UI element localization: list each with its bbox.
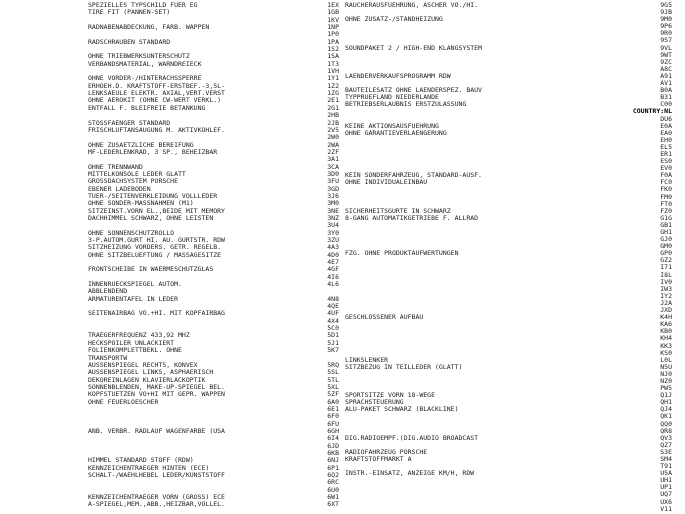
option-description: TUER-/SEITENVERKLEIDUNG VOLLLEDER bbox=[88, 191, 218, 200]
option-row bbox=[345, 470, 672, 477]
option-code: KA6 bbox=[660, 320, 672, 329]
option-row bbox=[345, 406, 672, 413]
option-description: AUSSENSPIEGEL RECHTS, KONVEX bbox=[88, 360, 198, 369]
option-description: BETRIEBSERLAUBNIS ERSTZULASSUNG bbox=[345, 100, 467, 109]
option-description: FOLIENKOMPLETTBEKL. OHNE bbox=[88, 346, 182, 355]
option-row bbox=[345, 179, 672, 186]
option-description: TYPPRUEFLAND NIEDERLANDE bbox=[345, 93, 439, 102]
option-description: SITZBEZUG IN TEILLEDER (GLATT) bbox=[345, 362, 463, 371]
option-code: 6KB bbox=[327, 448, 339, 457]
option-code: 4A3 bbox=[327, 243, 339, 252]
option-code: GB1 bbox=[660, 220, 672, 229]
option-description: OHNE ZUSAETZLICHE BEREIFUNG bbox=[88, 140, 194, 149]
option-code: 4I6 bbox=[327, 272, 339, 281]
option-code: 3D0 bbox=[327, 169, 339, 178]
option-row bbox=[345, 371, 672, 378]
option-code: ES0 bbox=[660, 157, 672, 166]
option-code: 6XT bbox=[327, 500, 339, 509]
option-code: E0A bbox=[660, 121, 672, 130]
option-description: RADIOFAHRZEUG PORSCHE bbox=[345, 447, 428, 456]
option-code: 9ZC bbox=[660, 57, 672, 66]
option-row bbox=[345, 506, 672, 513]
option-row bbox=[345, 328, 672, 335]
option-description: OHNE SONNENSCHUTZROLLO bbox=[88, 228, 175, 237]
option-code: 1T3 bbox=[327, 59, 339, 68]
option-description: DIG.RADIOEMPF.(DIG.AUDIO BROADCAST bbox=[345, 433, 479, 442]
option-code: FZ0 bbox=[660, 206, 672, 215]
option-row bbox=[345, 2, 672, 9]
option-code: 6P1 bbox=[327, 463, 339, 472]
option-code: 1SA bbox=[327, 52, 339, 61]
option-code: C00 bbox=[660, 100, 672, 109]
option-description: OHNE TRIEBWERKSUNTERSCHUTZ bbox=[88, 52, 190, 61]
option-row bbox=[345, 435, 672, 442]
option-code: U5A bbox=[660, 469, 672, 478]
option-row bbox=[345, 279, 672, 286]
option-code: 1VH bbox=[327, 67, 339, 76]
option-code: FK0 bbox=[660, 185, 672, 194]
option-row bbox=[88, 61, 339, 68]
option-row bbox=[88, 413, 339, 420]
option-code: 4D0 bbox=[327, 250, 339, 259]
option-code: EL5 bbox=[660, 142, 672, 151]
option-code: 5J1 bbox=[327, 338, 339, 347]
option-description: LINKSLENKER bbox=[345, 355, 389, 364]
option-code: 9P6 bbox=[660, 22, 672, 31]
option-code: 1S2 bbox=[327, 45, 339, 54]
option-row bbox=[88, 24, 339, 31]
option-code: KB0 bbox=[660, 327, 672, 336]
option-row bbox=[345, 250, 672, 257]
option-code: 2JB bbox=[327, 118, 339, 127]
option-description: SITZHEIZUNG VORDERS. GETR. REGELB. bbox=[88, 243, 222, 252]
option-code: 3Y0 bbox=[327, 228, 339, 237]
option-description: KEIN SONDERFAHRZEUG, STANDARD-AUSF. bbox=[345, 171, 482, 180]
option-code: KK3 bbox=[660, 341, 672, 350]
option-code: 9WT bbox=[660, 50, 672, 59]
option-row bbox=[88, 428, 339, 435]
option-row bbox=[345, 52, 672, 59]
option-description: SONNENBLENDEN, MAKE-UP-SPIEGEL BEL. bbox=[88, 382, 225, 391]
option-code: 3U4 bbox=[327, 221, 339, 230]
option-code: J2A bbox=[660, 298, 672, 307]
option-code: 3CA bbox=[327, 162, 339, 171]
option-code: 6E1 bbox=[327, 404, 339, 413]
option-row bbox=[88, 443, 339, 450]
option-row bbox=[345, 108, 672, 115]
option-description: LENKSAEULE ELEKTR. AXIAL,VERT.VERST bbox=[88, 89, 225, 98]
option-code: GJ0 bbox=[660, 235, 672, 244]
option-row bbox=[345, 343, 672, 350]
option-description: TRANSPORTW bbox=[88, 353, 128, 362]
option-code: L0L bbox=[660, 355, 672, 364]
option-code: QR8 bbox=[660, 426, 672, 435]
option-code: PW5 bbox=[660, 384, 672, 393]
option-row bbox=[88, 215, 339, 222]
option-code: QZ7 bbox=[660, 440, 672, 449]
option-description: BAUTEILESATZ OHNE LAENDERSPEZ. BAUV bbox=[345, 86, 482, 95]
option-description: DACHHIMMEL SCHWARZ, OHNE LEISTEN bbox=[88, 213, 214, 222]
option-row bbox=[345, 59, 672, 66]
option-description: SPRACHSTEUERUNG bbox=[345, 398, 404, 407]
option-description: OHNE SONDER-MASSNAHMEN (M1) bbox=[88, 199, 194, 208]
option-code: 6I4 bbox=[327, 434, 339, 443]
option-description: A-SPIEGEL,MEM.,ABB.,HEIZBAR,VOLLEL. bbox=[88, 500, 225, 509]
option-description: OHNE FEUERLOESCHER bbox=[88, 397, 159, 406]
option-code: IY2 bbox=[660, 291, 672, 300]
option-code: NZ0 bbox=[660, 376, 672, 385]
option-row bbox=[345, 293, 672, 300]
option-code: 4L6 bbox=[327, 280, 339, 289]
option-row bbox=[345, 222, 672, 229]
option-row bbox=[345, 186, 672, 193]
option-code: GP0 bbox=[660, 249, 672, 258]
option-row bbox=[345, 16, 672, 23]
option-row bbox=[345, 321, 672, 328]
option-code: EH0 bbox=[660, 135, 672, 144]
option-description: TIRE FIT (PANNEN-SET) bbox=[88, 8, 171, 17]
option-code: 2G1 bbox=[327, 103, 339, 112]
option-row bbox=[345, 236, 672, 243]
option-description: KRAFTSTOFFMARKT A bbox=[345, 455, 412, 463]
option-code: QH1 bbox=[660, 398, 672, 407]
option-code: K4H bbox=[660, 313, 672, 322]
option-row bbox=[345, 45, 672, 52]
option-row bbox=[345, 30, 672, 37]
option-code: GM0 bbox=[660, 242, 672, 251]
option-description: SOUNDPAKET 2 / HIGH-END KLANGSYSTEM bbox=[345, 43, 482, 52]
option-row bbox=[345, 229, 672, 236]
option-code: 3ZU bbox=[327, 236, 339, 244]
option-row bbox=[345, 158, 672, 165]
option-row bbox=[345, 350, 672, 357]
option-code: IV0 bbox=[660, 277, 672, 286]
option-row bbox=[88, 479, 339, 486]
option-code: 9VL bbox=[660, 43, 672, 52]
option-code: 9R0 bbox=[660, 29, 672, 38]
option-description: OHNE GARANTIEVERLAENGERUNG bbox=[345, 128, 447, 137]
option-code: 6JD bbox=[327, 441, 339, 450]
option-row bbox=[345, 73, 672, 80]
option-code: 3FU bbox=[327, 177, 339, 186]
option-code: QV3 bbox=[660, 433, 672, 442]
option-code: DU6 bbox=[660, 114, 672, 123]
option-row bbox=[88, 501, 339, 508]
equipment-code-column-left bbox=[88, 2, 339, 509]
option-row bbox=[345, 378, 672, 385]
option-code: 3J6 bbox=[327, 191, 339, 200]
option-code: QK1 bbox=[660, 412, 672, 421]
option-description: GROSSDACHSYSTEM PORSCHE bbox=[88, 177, 179, 186]
option-row bbox=[345, 194, 672, 201]
option-code: 2W0 bbox=[327, 133, 339, 142]
option-description: OHNE AEROKIT (OHNE CW-WERT VERKL.) bbox=[88, 96, 222, 105]
option-code: 5TL bbox=[327, 375, 339, 384]
option-row bbox=[88, 105, 339, 112]
option-row bbox=[345, 421, 672, 428]
option-code: 4X4 bbox=[327, 316, 339, 325]
option-row bbox=[345, 257, 672, 264]
option-code: QQ0 bbox=[660, 419, 672, 428]
option-code: 3M0 bbox=[327, 199, 339, 208]
option-code: FC0 bbox=[660, 178, 672, 187]
option-row bbox=[345, 23, 672, 30]
option-code: JXD bbox=[660, 306, 672, 315]
equipment-code-column-right bbox=[345, 2, 672, 513]
option-description: RAUCHERAUSFUEHRUNG, ASCHER VO./HI. bbox=[345, 1, 479, 9]
option-code: 3GD bbox=[327, 184, 339, 193]
option-code: 2WA bbox=[327, 140, 339, 149]
option-description: SCHALT-/WAEHLHEBEL LEDER/KUNSTSTOFF bbox=[88, 471, 225, 479]
option-row bbox=[88, 310, 339, 317]
option-code: 5SL bbox=[327, 368, 339, 377]
country-code-label: COUNTRY:NL bbox=[632, 107, 672, 116]
option-code: 6U0 bbox=[327, 485, 339, 494]
option-description: SPEZIELLES TYPSCHILD FUER EG bbox=[88, 1, 198, 9]
option-code: 4E7 bbox=[327, 258, 339, 267]
option-code: ER1 bbox=[660, 149, 672, 158]
option-code: 9G5 bbox=[660, 1, 672, 9]
option-code: 1KV bbox=[327, 15, 339, 24]
option-code: 3NZ bbox=[327, 213, 339, 222]
option-row bbox=[345, 151, 672, 158]
option-code: 1PA bbox=[327, 37, 339, 46]
option-row bbox=[88, 266, 339, 273]
option-row bbox=[88, 318, 339, 325]
option-description: ENTFALL F. BLEIFREIE BETANKUNG bbox=[88, 103, 206, 112]
option-description: SEITENAIRBAG VO.+HI. MIT KOPFAIRBAG bbox=[88, 309, 225, 318]
option-code: 6A0 bbox=[327, 397, 339, 406]
option-description: ABBLENDEND bbox=[88, 287, 128, 296]
option-row bbox=[88, 296, 339, 303]
option-code: V11 bbox=[660, 504, 672, 513]
option-description: KENNZEICHENTRAEGER VORN (GROSS) ECE bbox=[88, 493, 225, 502]
option-description: HECKSPOILER UNLACKIERT bbox=[88, 338, 175, 347]
option-code: 5C0 bbox=[327, 324, 339, 333]
option-description: GESCHLOSSENER AUFBAU bbox=[345, 313, 424, 322]
option-description: OHNE INDIVIDUALEINBAU bbox=[345, 178, 428, 187]
option-description: EBENER LADEBODEN bbox=[88, 184, 151, 193]
option-row bbox=[345, 300, 672, 307]
option-row bbox=[345, 335, 672, 342]
option-description: TRAEGERFREQUENZ 433,92 MHZ bbox=[88, 331, 190, 340]
option-code: UP1 bbox=[660, 483, 672, 492]
option-description: ALU-PAKET SCHWARZ (BLACKLINE) bbox=[345, 405, 459, 414]
option-description: STOSSFAENGER STANDARD bbox=[88, 118, 171, 127]
option-row bbox=[88, 39, 339, 46]
option-code: G1G bbox=[660, 213, 672, 222]
option-code: S3E bbox=[660, 447, 672, 456]
option-code: IW3 bbox=[660, 284, 672, 293]
option-description: VERBANDSMATERIAL, WARNDREIECK bbox=[88, 59, 202, 68]
option-code: Q1J bbox=[660, 391, 672, 400]
option-row bbox=[345, 215, 672, 222]
option-description: AUSSENSPIEGEL LINKS, ASPHAERISCH bbox=[88, 368, 214, 377]
option-code: UQ7 bbox=[660, 490, 672, 499]
option-row bbox=[88, 9, 339, 16]
option-description: OHNE TRENNWAND bbox=[88, 162, 143, 171]
option-description: KENNZEICHENTRAEGER HINTEN (ECE) bbox=[88, 463, 210, 472]
option-row bbox=[88, 149, 339, 156]
option-code: N5U bbox=[660, 362, 672, 371]
option-code: I8L bbox=[660, 270, 672, 279]
option-code: 1Z2 bbox=[327, 81, 339, 90]
option-row bbox=[345, 286, 672, 293]
option-description: ERHOEH.D. KRAFTSTOFF-ERSTBEF.-3,5L- bbox=[88, 81, 225, 90]
option-row bbox=[345, 272, 672, 279]
option-code: 1NP bbox=[327, 23, 339, 32]
option-code: GH1 bbox=[660, 228, 672, 236]
option-description: RADNABENABDECKUNG, FARB. WAPPEN bbox=[88, 23, 210, 32]
option-description: KOPFSTUETZEN VO+HI MIT GEPR. WAPPEN bbox=[88, 390, 225, 399]
option-code: 6F0 bbox=[327, 412, 339, 421]
option-description: SPORTSITZE VORN 18-WEGE bbox=[345, 391, 436, 400]
option-code: 6GH bbox=[327, 426, 339, 435]
option-code: 3NE bbox=[327, 206, 339, 215]
option-row bbox=[88, 435, 339, 442]
option-description: ANB. VERBR. RADLAUF WAGENFARBE (USA bbox=[88, 426, 225, 435]
option-code: 5XL bbox=[327, 382, 339, 391]
option-row bbox=[345, 364, 672, 371]
option-code: GZ2 bbox=[660, 256, 672, 265]
option-code: A8C bbox=[660, 64, 672, 73]
option-code: FT0 bbox=[660, 199, 672, 208]
option-description: MITTELKONSOLE LEDER GLATT bbox=[88, 169, 186, 178]
option-row bbox=[345, 130, 672, 137]
option-code: UX6 bbox=[660, 497, 672, 506]
option-code: 4UF bbox=[327, 309, 339, 318]
option-description: INNENRUECKSPIEGEL AUTOM. bbox=[88, 280, 182, 289]
option-row bbox=[88, 252, 339, 259]
option-code: B31 bbox=[660, 93, 672, 102]
option-code: 5D1 bbox=[327, 331, 339, 340]
option-row bbox=[345, 456, 672, 463]
option-code: 2E1 bbox=[327, 96, 339, 105]
option-code: 6Q2 bbox=[327, 471, 339, 479]
option-description: DEKOREINLAGEN KLAVIERLACKOPTIK bbox=[88, 375, 206, 384]
option-code: 2V5 bbox=[327, 125, 339, 134]
option-row bbox=[88, 127, 339, 134]
option-row bbox=[345, 144, 672, 151]
option-description: 8-GANG AUTOMATIKGETRIEBE F. ALLRAD bbox=[345, 213, 479, 222]
option-description: FZG. OHNE PRODUKTAUFWERTUNGEN bbox=[345, 249, 459, 258]
option-row bbox=[345, 413, 672, 420]
option-code: 6W1 bbox=[327, 493, 339, 502]
option-description: INSTR.-EINSATZ, ANZEIGE KM/H, RDW bbox=[345, 469, 475, 478]
option-code: EV0 bbox=[660, 164, 672, 173]
option-row bbox=[88, 406, 339, 413]
option-row bbox=[345, 477, 672, 484]
option-code: EA0 bbox=[660, 128, 672, 137]
option-code: B0A bbox=[660, 86, 672, 95]
option-code: 5RQ bbox=[327, 360, 339, 369]
option-code: FM0 bbox=[660, 192, 672, 201]
option-row bbox=[345, 137, 672, 144]
option-code: 1P0 bbox=[327, 30, 339, 39]
option-code: 1EX bbox=[327, 1, 339, 9]
option-code: AV1 bbox=[660, 79, 672, 88]
option-code: 1ZG bbox=[327, 89, 339, 98]
option-description: FRISCHLUFTANSAUGUNG M. AKTIVKOHLEF. bbox=[88, 125, 225, 134]
option-code: F0A bbox=[660, 171, 672, 180]
option-code: 5K7 bbox=[327, 346, 339, 355]
option-code: QJ4 bbox=[660, 405, 672, 414]
option-description: SITZEINST.VORN EL.,BEIDE MIT MEMORY bbox=[88, 206, 225, 215]
option-code: NJ0 bbox=[660, 369, 672, 378]
option-code: 6FU bbox=[327, 419, 339, 428]
option-description: KEINE AKTIONSAUSFUEHRUNG bbox=[345, 121, 439, 130]
option-code: 4GF bbox=[327, 265, 339, 274]
option-code: 6NJ bbox=[327, 456, 339, 465]
option-code: SM4 bbox=[660, 455, 672, 463]
option-row bbox=[345, 314, 672, 321]
option-description: LAENDERVERKAUFSPROGRAMM RDW bbox=[345, 71, 451, 80]
option-code: 1GB bbox=[327, 8, 339, 17]
option-code: 9M0 bbox=[660, 15, 672, 24]
option-description: OHNE VORDER-/HINTERACHSSPERRE bbox=[88, 74, 202, 83]
option-row bbox=[88, 472, 339, 479]
option-code: UH1 bbox=[660, 476, 672, 485]
option-code: 4N8 bbox=[327, 294, 339, 303]
option-row bbox=[345, 264, 672, 271]
option-code: 6RC bbox=[327, 478, 339, 487]
option-code: 9JB bbox=[660, 8, 672, 17]
option-code: 5ZF bbox=[327, 390, 339, 399]
option-description: 3-P.AUTOM.GURT HI. AU. GURTSTR. RDW bbox=[88, 236, 225, 244]
option-description: ARMATURENTAFEL IN LEDER bbox=[88, 294, 179, 303]
option-description: SICHERHEITSGURTE IN SCHWARZ bbox=[345, 206, 451, 215]
option-code: A91 bbox=[660, 71, 672, 80]
option-code: 2ZF bbox=[327, 147, 339, 156]
option-code: I71 bbox=[660, 263, 672, 272]
option-code: KS0 bbox=[660, 348, 672, 357]
option-row bbox=[345, 484, 672, 491]
option-code: 9S7 bbox=[660, 36, 672, 45]
option-code: KH4 bbox=[660, 334, 672, 343]
option-code: 4QE bbox=[327, 302, 339, 311]
option-description: OHNE SITZBELUEFTUNG / MASSAGESITZE bbox=[88, 250, 222, 259]
option-code: 2HB bbox=[327, 111, 339, 120]
option-row bbox=[345, 499, 672, 506]
option-description: FRONTSCHEIBE IN WAERMESCHUTZGLAS bbox=[88, 265, 214, 274]
option-code: 1Y1 bbox=[327, 74, 339, 83]
option-row bbox=[345, 491, 672, 498]
option-code: T91 bbox=[660, 462, 672, 471]
option-description: MF-LEDERLENKRAD, 3 SP., BEHEIZBAR bbox=[88, 147, 218, 156]
option-description: OHNE ZUSATZ-/STANDHEIZUNG bbox=[345, 15, 443, 24]
option-code: 3A1 bbox=[327, 155, 339, 164]
option-description: HIMMEL STANDARD STOFF (RDW) bbox=[88, 456, 194, 465]
option-row bbox=[345, 101, 672, 108]
option-description: RADSCHRAUBEN STANDARD bbox=[88, 37, 171, 46]
option-row bbox=[88, 399, 339, 406]
